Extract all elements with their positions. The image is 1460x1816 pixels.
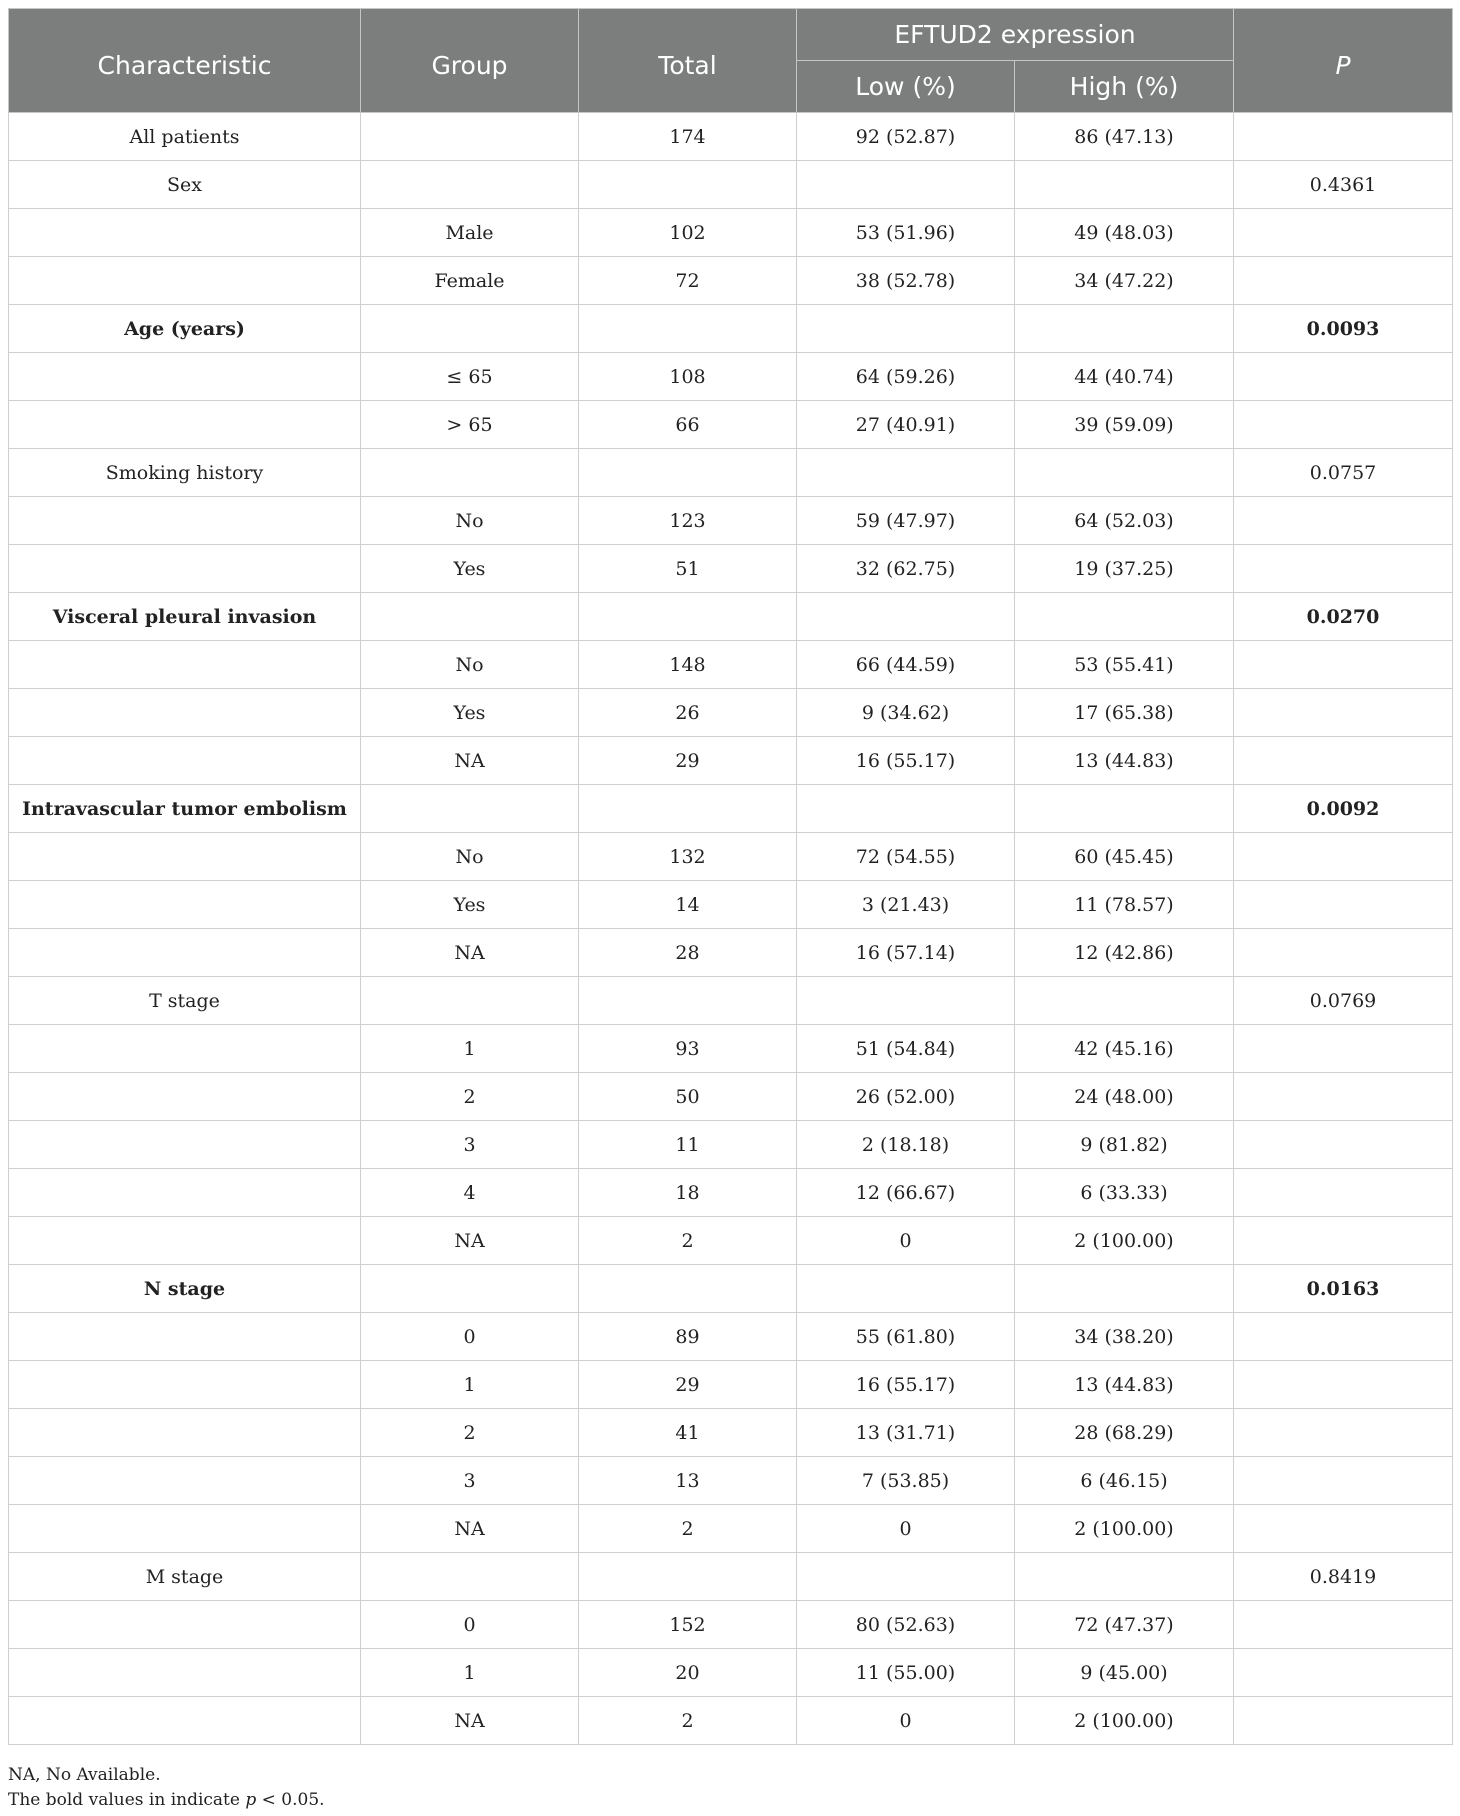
- table-row: [9, 1169, 1453, 1217]
- cell-low: 32 (62.75): [797, 545, 1015, 593]
- cell-characteristic: [9, 497, 361, 545]
- cell-high: 34 (47.22): [1015, 257, 1234, 305]
- cell-low: 16 (55.17): [797, 1361, 1015, 1409]
- table-row: [9, 113, 1453, 161]
- cell-low: 0: [797, 1217, 1015, 1265]
- cell-characteristic: [9, 353, 361, 401]
- cell-total: 29: [579, 737, 797, 785]
- cell-low: [797, 977, 1015, 1025]
- cell-characteristic: Age (years): [9, 305, 361, 353]
- cell-total: 108: [579, 353, 797, 401]
- table-row: [9, 929, 1453, 977]
- cell-group: 2: [361, 1073, 579, 1121]
- table-footnotes: [8, 1763, 325, 1813]
- cell-high: 49 (48.03): [1015, 209, 1234, 257]
- cell-high: 9 (45.00): [1015, 1649, 1234, 1697]
- cell-high: 42 (45.16): [1015, 1025, 1234, 1073]
- table-row: [9, 545, 1453, 593]
- cell-low: 9 (34.62): [797, 689, 1015, 737]
- cell-characteristic: [9, 881, 361, 929]
- table-row: [9, 1601, 1453, 1649]
- cell-p-value: 0.8419: [1234, 1553, 1453, 1601]
- header-characteristic: Characteristic: [9, 9, 361, 113]
- cell-high: 60 (45.45): [1015, 833, 1234, 881]
- cell-high: 2 (100.00): [1015, 1505, 1234, 1553]
- table-row: [9, 1553, 1453, 1601]
- cell-total: 148: [579, 641, 797, 689]
- cell-group: [361, 161, 579, 209]
- cell-high: [1015, 449, 1234, 497]
- cell-low: 13 (31.71): [797, 1409, 1015, 1457]
- cell-high: 28 (68.29): [1015, 1409, 1234, 1457]
- table-row: [9, 1265, 1453, 1313]
- cell-low: [797, 593, 1015, 641]
- header-p-value: P: [1234, 9, 1453, 113]
- cell-group: NA: [361, 929, 579, 977]
- cell-low: [797, 161, 1015, 209]
- cell-group: Yes: [361, 545, 579, 593]
- cell-low: 66 (44.59): [797, 641, 1015, 689]
- cell-group: 4: [361, 1169, 579, 1217]
- table-row: [9, 209, 1453, 257]
- footnote-p-var: p: [245, 1790, 257, 1810]
- cell-p-value: [1234, 1313, 1453, 1361]
- cell-group: [361, 305, 579, 353]
- table-row: [9, 401, 1453, 449]
- cell-high: 39 (59.09): [1015, 401, 1234, 449]
- header-eftud2-expression: EFTUD2 expression: [797, 9, 1234, 61]
- cell-group: [361, 593, 579, 641]
- cell-p-value: [1234, 1169, 1453, 1217]
- cell-high: 64 (52.03): [1015, 497, 1234, 545]
- cell-p-value: 0.0163: [1234, 1265, 1453, 1313]
- cell-total: [579, 161, 797, 209]
- cell-group: [361, 1553, 579, 1601]
- cell-high: 13 (44.83): [1015, 1361, 1234, 1409]
- cell-low: 38 (52.78): [797, 257, 1015, 305]
- cell-total: 50: [579, 1073, 797, 1121]
- cell-group: 1: [361, 1649, 579, 1697]
- cell-group: 0: [361, 1601, 579, 1649]
- cell-total: [579, 305, 797, 353]
- table-row: [9, 497, 1453, 545]
- cell-group: [361, 1265, 579, 1313]
- eftud2-table: [8, 8, 1453, 1745]
- cell-high: [1015, 1553, 1234, 1601]
- cell-high: [1015, 593, 1234, 641]
- cell-high: 6 (33.33): [1015, 1169, 1234, 1217]
- cell-total: 20: [579, 1649, 797, 1697]
- cell-low: 55 (61.80): [797, 1313, 1015, 1361]
- cell-p-value: [1234, 353, 1453, 401]
- cell-high: 72 (47.37): [1015, 1601, 1234, 1649]
- cell-group: Yes: [361, 881, 579, 929]
- table-row: [9, 1457, 1453, 1505]
- cell-p-value: [1234, 1649, 1453, 1697]
- cell-group: 1: [361, 1361, 579, 1409]
- table-row: [9, 1361, 1453, 1409]
- table-row: [9, 593, 1453, 641]
- cell-p-value: [1234, 113, 1453, 161]
- cell-low: 2 (18.18): [797, 1121, 1015, 1169]
- cell-characteristic: All patients: [9, 113, 361, 161]
- cell-characteristic: Intravascular tumor embolism: [9, 785, 361, 833]
- cell-total: 41: [579, 1409, 797, 1457]
- cell-low: 51 (54.84): [797, 1025, 1015, 1073]
- cell-group: [361, 785, 579, 833]
- cell-characteristic: [9, 1505, 361, 1553]
- cell-total: [579, 1265, 797, 1313]
- table-row: [9, 1409, 1453, 1457]
- cell-p-value: [1234, 257, 1453, 305]
- cell-low: [797, 1553, 1015, 1601]
- cell-characteristic: [9, 1601, 361, 1649]
- cell-characteristic: [9, 545, 361, 593]
- table-row: [9, 785, 1453, 833]
- cell-characteristic: [9, 1217, 361, 1265]
- cell-p-value: [1234, 1025, 1453, 1073]
- cell-p-value: [1234, 1361, 1453, 1409]
- cell-total: 66: [579, 401, 797, 449]
- footnote-bold: [8, 1788, 325, 1813]
- cell-characteristic: M stage: [9, 1553, 361, 1601]
- cell-total: 132: [579, 833, 797, 881]
- cell-characteristic: Sex: [9, 161, 361, 209]
- cell-low: 0: [797, 1697, 1015, 1745]
- cell-characteristic: [9, 689, 361, 737]
- cell-high: 6 (46.15): [1015, 1457, 1234, 1505]
- cell-characteristic: [9, 209, 361, 257]
- cell-total: 28: [579, 929, 797, 977]
- cell-characteristic: [9, 1313, 361, 1361]
- table-row: [9, 1025, 1453, 1073]
- table-row: [9, 161, 1453, 209]
- cell-p-value: [1234, 641, 1453, 689]
- cell-total: [579, 785, 797, 833]
- cell-high: 34 (38.20): [1015, 1313, 1234, 1361]
- cell-characteristic: [9, 1073, 361, 1121]
- cell-group: No: [361, 641, 579, 689]
- cell-low: 27 (40.91): [797, 401, 1015, 449]
- cell-low: 11 (55.00): [797, 1649, 1015, 1697]
- cell-group: 3: [361, 1121, 579, 1169]
- cell-low: [797, 785, 1015, 833]
- cell-low: 3 (21.43): [797, 881, 1015, 929]
- table-row: [9, 833, 1453, 881]
- cell-group: [361, 977, 579, 1025]
- cell-group: NA: [361, 737, 579, 785]
- cell-high: 9 (81.82): [1015, 1121, 1234, 1169]
- cell-high: [1015, 305, 1234, 353]
- cell-low: [797, 305, 1015, 353]
- cell-low: 80 (52.63): [797, 1601, 1015, 1649]
- cell-high: [1015, 977, 1234, 1025]
- table-row: [9, 881, 1453, 929]
- cell-group: 2: [361, 1409, 579, 1457]
- cell-total: 13: [579, 1457, 797, 1505]
- table-row: [9, 689, 1453, 737]
- cell-low: 12 (66.67): [797, 1169, 1015, 1217]
- cell-high: 11 (78.57): [1015, 881, 1234, 929]
- cell-total: 2: [579, 1217, 797, 1265]
- table-body: [9, 113, 1453, 1745]
- cell-p-value: [1234, 209, 1453, 257]
- cell-group: Yes: [361, 689, 579, 737]
- cell-total: 93: [579, 1025, 797, 1073]
- table-row: [9, 1217, 1453, 1265]
- cell-p-value: [1234, 1409, 1453, 1457]
- cell-total: 102: [579, 209, 797, 257]
- cell-characteristic: [9, 833, 361, 881]
- cell-total: 89: [579, 1313, 797, 1361]
- cell-group: No: [361, 497, 579, 545]
- table-row: [9, 257, 1453, 305]
- cell-p-value: 0.0757: [1234, 449, 1453, 497]
- cell-total: 11: [579, 1121, 797, 1169]
- table-container: [8, 8, 1452, 1745]
- cell-p-value: [1234, 1697, 1453, 1745]
- cell-p-value: [1234, 1505, 1453, 1553]
- cell-characteristic: T stage: [9, 977, 361, 1025]
- cell-high: 44 (40.74): [1015, 353, 1234, 401]
- cell-characteristic: N stage: [9, 1265, 361, 1313]
- table-row: [9, 449, 1453, 497]
- table-row: [9, 1505, 1453, 1553]
- cell-low: 26 (52.00): [797, 1073, 1015, 1121]
- table-row: [9, 737, 1453, 785]
- cell-characteristic: [9, 1409, 361, 1457]
- cell-group: Male: [361, 209, 579, 257]
- cell-group: [361, 449, 579, 497]
- header-total: Total: [579, 9, 797, 113]
- cell-p-value: 0.0092: [1234, 785, 1453, 833]
- table-row: [9, 1313, 1453, 1361]
- cell-characteristic: [9, 1649, 361, 1697]
- table-row: [9, 977, 1453, 1025]
- cell-p-value: [1234, 689, 1453, 737]
- cell-total: 123: [579, 497, 797, 545]
- cell-low: 72 (54.55): [797, 833, 1015, 881]
- cell-total: 2: [579, 1505, 797, 1553]
- cell-low: 7 (53.85): [797, 1457, 1015, 1505]
- cell-group: Female: [361, 257, 579, 305]
- cell-total: [579, 1553, 797, 1601]
- cell-group: 0: [361, 1313, 579, 1361]
- cell-characteristic: [9, 1457, 361, 1505]
- cell-low: [797, 1265, 1015, 1313]
- cell-characteristic: [9, 1169, 361, 1217]
- cell-low: 92 (52.87): [797, 113, 1015, 161]
- footnote-bold-suffix: < 0.05.: [256, 1790, 325, 1810]
- cell-group: No: [361, 833, 579, 881]
- cell-high: 2 (100.00): [1015, 1217, 1234, 1265]
- cell-group: ≤ 65: [361, 353, 579, 401]
- cell-high: 86 (47.13): [1015, 113, 1234, 161]
- cell-p-value: [1234, 497, 1453, 545]
- header-group: Group: [361, 9, 579, 113]
- cell-p-value: [1234, 1457, 1453, 1505]
- cell-high: 13 (44.83): [1015, 737, 1234, 785]
- cell-characteristic: [9, 641, 361, 689]
- cell-characteristic: [9, 1025, 361, 1073]
- cell-high: 53 (55.41): [1015, 641, 1234, 689]
- cell-p-value: [1234, 833, 1453, 881]
- cell-total: [579, 449, 797, 497]
- cell-characteristic: [9, 401, 361, 449]
- cell-characteristic: [9, 929, 361, 977]
- footnote-bold-prefix: The bold values in indicate: [8, 1790, 246, 1810]
- cell-high: 19 (37.25): [1015, 545, 1234, 593]
- cell-low: 0: [797, 1505, 1015, 1553]
- cell-total: 51: [579, 545, 797, 593]
- table-row: [9, 1121, 1453, 1169]
- cell-group: NA: [361, 1505, 579, 1553]
- cell-high: [1015, 1265, 1234, 1313]
- cell-low: 16 (57.14): [797, 929, 1015, 977]
- table-row: [9, 353, 1453, 401]
- cell-p-value: [1234, 737, 1453, 785]
- cell-p-value: [1234, 1601, 1453, 1649]
- cell-characteristic: Visceral pleural invasion: [9, 593, 361, 641]
- cell-low: 64 (59.26): [797, 353, 1015, 401]
- cell-low: 16 (55.17): [797, 737, 1015, 785]
- cell-total: 18: [579, 1169, 797, 1217]
- cell-p-value: [1234, 929, 1453, 977]
- cell-p-value: [1234, 401, 1453, 449]
- cell-low: 53 (51.96): [797, 209, 1015, 257]
- cell-characteristic: [9, 1361, 361, 1409]
- cell-p-value: 0.4361: [1234, 161, 1453, 209]
- cell-total: 152: [579, 1601, 797, 1649]
- cell-high: 2 (100.00): [1015, 1697, 1234, 1745]
- cell-p-value: [1234, 1121, 1453, 1169]
- cell-low: 59 (47.97): [797, 497, 1015, 545]
- cell-group: > 65: [361, 401, 579, 449]
- cell-p-value: [1234, 1073, 1453, 1121]
- cell-characteristic: [9, 737, 361, 785]
- header-low: Low (%): [797, 61, 1015, 113]
- cell-total: [579, 593, 797, 641]
- cell-total: 2: [579, 1697, 797, 1745]
- cell-total: 14: [579, 881, 797, 929]
- cell-characteristic: [9, 257, 361, 305]
- cell-high: 17 (65.38): [1015, 689, 1234, 737]
- cell-high: 24 (48.00): [1015, 1073, 1234, 1121]
- table-row: [9, 1073, 1453, 1121]
- table-row: [9, 641, 1453, 689]
- table-row: [9, 1649, 1453, 1697]
- cell-p-value: [1234, 545, 1453, 593]
- cell-total: 29: [579, 1361, 797, 1409]
- cell-group: NA: [361, 1697, 579, 1745]
- cell-p-value: [1234, 1217, 1453, 1265]
- cell-group: [361, 113, 579, 161]
- table-row: [9, 1697, 1453, 1745]
- cell-characteristic: Smoking history: [9, 449, 361, 497]
- cell-p-value: 0.0769: [1234, 977, 1453, 1025]
- cell-total: 174: [579, 113, 797, 161]
- table-row: [9, 305, 1453, 353]
- table-header: [9, 9, 1453, 113]
- cell-group: 1: [361, 1025, 579, 1073]
- cell-characteristic: [9, 1697, 361, 1745]
- cell-high: [1015, 785, 1234, 833]
- cell-high: [1015, 161, 1234, 209]
- cell-total: [579, 977, 797, 1025]
- header-high: High (%): [1015, 61, 1234, 113]
- cell-p-value: 0.0270: [1234, 593, 1453, 641]
- cell-p-value: 0.0093: [1234, 305, 1453, 353]
- cell-total: 26: [579, 689, 797, 737]
- cell-characteristic: [9, 1121, 361, 1169]
- cell-group: NA: [361, 1217, 579, 1265]
- cell-high: 12 (42.86): [1015, 929, 1234, 977]
- cell-group: 3: [361, 1457, 579, 1505]
- cell-low: [797, 449, 1015, 497]
- cell-p-value: [1234, 881, 1453, 929]
- footnote-na: NA, No Available.: [8, 1765, 161, 1785]
- cell-total: 72: [579, 257, 797, 305]
